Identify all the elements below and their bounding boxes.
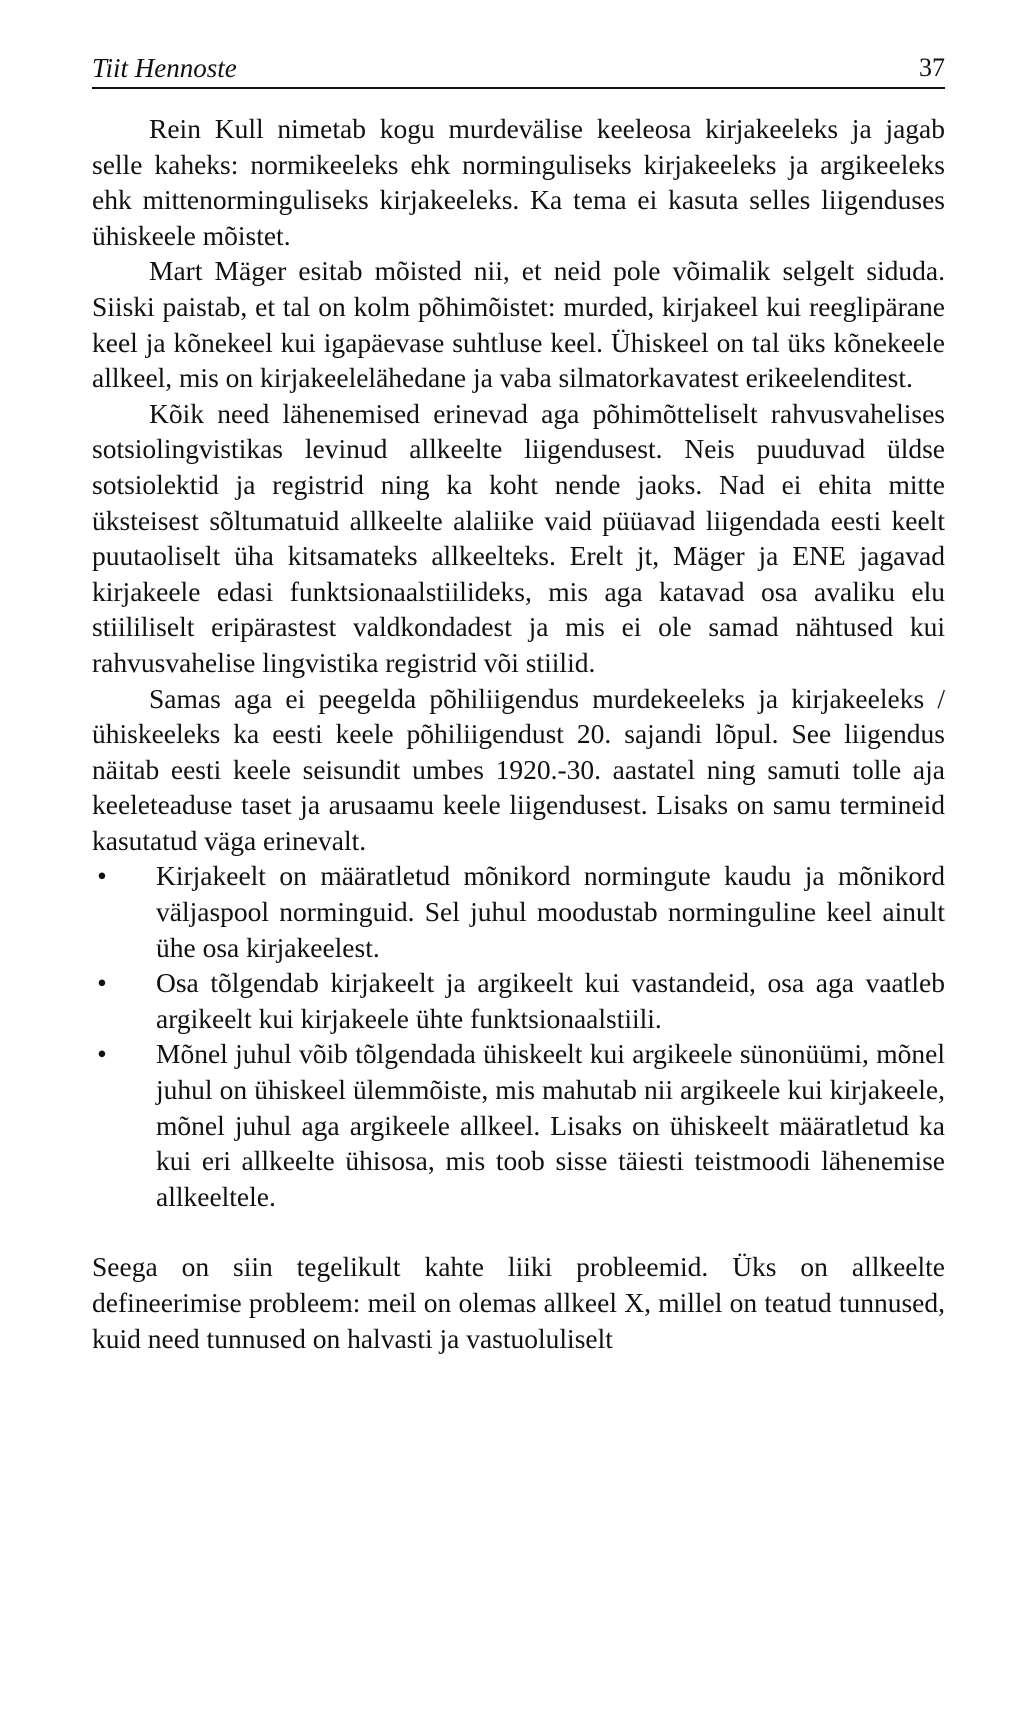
bullet-text: Kirjakeelt on määratletud mõnikord normingute kaudu ja mõnikord väljaspool norminguid. Sel juhul moodustab norminguline keel ainult ühe osa kirjakeelest. xyxy=(156,860,945,963)
paragraph: Rein Kull nimetab kogu murdevälise keeleosa kirjakeeleks ja jagab selle kaheks: normikeeleks ehk norminguliseks kirjakeeleks ja argikeeleks ehk mittenorminguliseks kirjakeeleks. Ka tema ei kasuta selles liigenduses ühiskeele mõistet. xyxy=(92,113,945,251)
body-text xyxy=(92,111,945,1356)
running-header xyxy=(92,52,945,89)
paragraph: Kõik need lähenemised erinevad aga põhimõtteliselt rahvusvahelises sotsiolingvistikas levinud allkeelte liigendusest. Neis puuduvad üldse sotsiolektid ja registrid ning ka koht nende jaoks. Nad ei ehita mitte üksteisest sõltumatuid allkeelte alaliike vaid püüavad liigendada eesti keelt puutaoliselt üha kitsamateks allkeelteks. Erelt jt, Mäger ja ENE jagavad kirjakeele edasi funktsionaalstiilideks, mis aga katavad osa avaliku elu stiililiselt eripärastest valdkondadest ja mis ei ole samad nähtused kui rahvusvahelise lingvistika registrid või stiilid. xyxy=(92,397,945,678)
bullet-item xyxy=(92,965,945,1036)
author-name: Tiit Hennoste xyxy=(92,53,237,83)
bullet-list xyxy=(92,858,945,1214)
bullet-icon: • xyxy=(97,860,107,892)
bullet-item xyxy=(92,1036,945,1214)
bullet-icon: • xyxy=(97,1038,107,1070)
document-page xyxy=(92,52,945,1356)
paragraph: Samas aga ei peegelda põhiliigendus murdekeeleks ja kirjakeeleks / ühiskeeleks ka eesti keele põhiliigendust 20. sajandi lõpul. See liigendus näitab eesti keele seisundit umbes 1920.-30. aastatel ning samuti tolle aja keeleteaduse taset ja arusaamu keele liigendusest. Lisaks on samu termineid kasutatud väga erinevalt. xyxy=(92,682,945,856)
page-number: 37 xyxy=(919,53,945,82)
section-spacer xyxy=(92,1214,945,1249)
paragraph: Mart Mäger esitab mõisted nii, et neid pole võimalik selgelt siduda. Siiski paistab, et tal on kolm põhimõistet: murded, kirjakeel kui reeglipärane keel ja kõnekeel kui igapäevase suhtluse keel. Ühiskeel on tal üks kõnekeele allkeel, mis on kirjakeelelähedane ja vaba silmatorkavatest erikeelenditest. xyxy=(92,255,945,394)
bullet-item xyxy=(92,858,945,965)
closing-paragraph: Seega on siin tegelikult kahte liiki probleemid. Üks on allkeelte defineerimise probleem: meil on olemas allkeel X, millel on teatud tunnused, kuid need tunnused on halvasti ja vastuoluliselt xyxy=(92,1251,945,1354)
bullet-text: Mõnel juhul võib tõlgendada ühiskeelt kui argikeele sünonüümi, mõnel juhul on ühiskeel ülemmõiste, mis mahutab nii argikeele kui kirjakeele, mõnel juhul aga argikeele allkeel. Lisaks on ühiskeelt määratletud ka kui eri allkeelte ühisosa, mis toob sisse täiesti teistmoodi lähenemise allkeeltele. xyxy=(156,1038,945,1212)
bullet-text: Osa tõlgendab kirjakeelt ja argikeelt kui vastandeid, osa aga vaatleb argikeelt kui kirjakeele ühte funktsionaalstiili. xyxy=(156,967,945,1034)
bullet-icon: • xyxy=(97,967,107,999)
